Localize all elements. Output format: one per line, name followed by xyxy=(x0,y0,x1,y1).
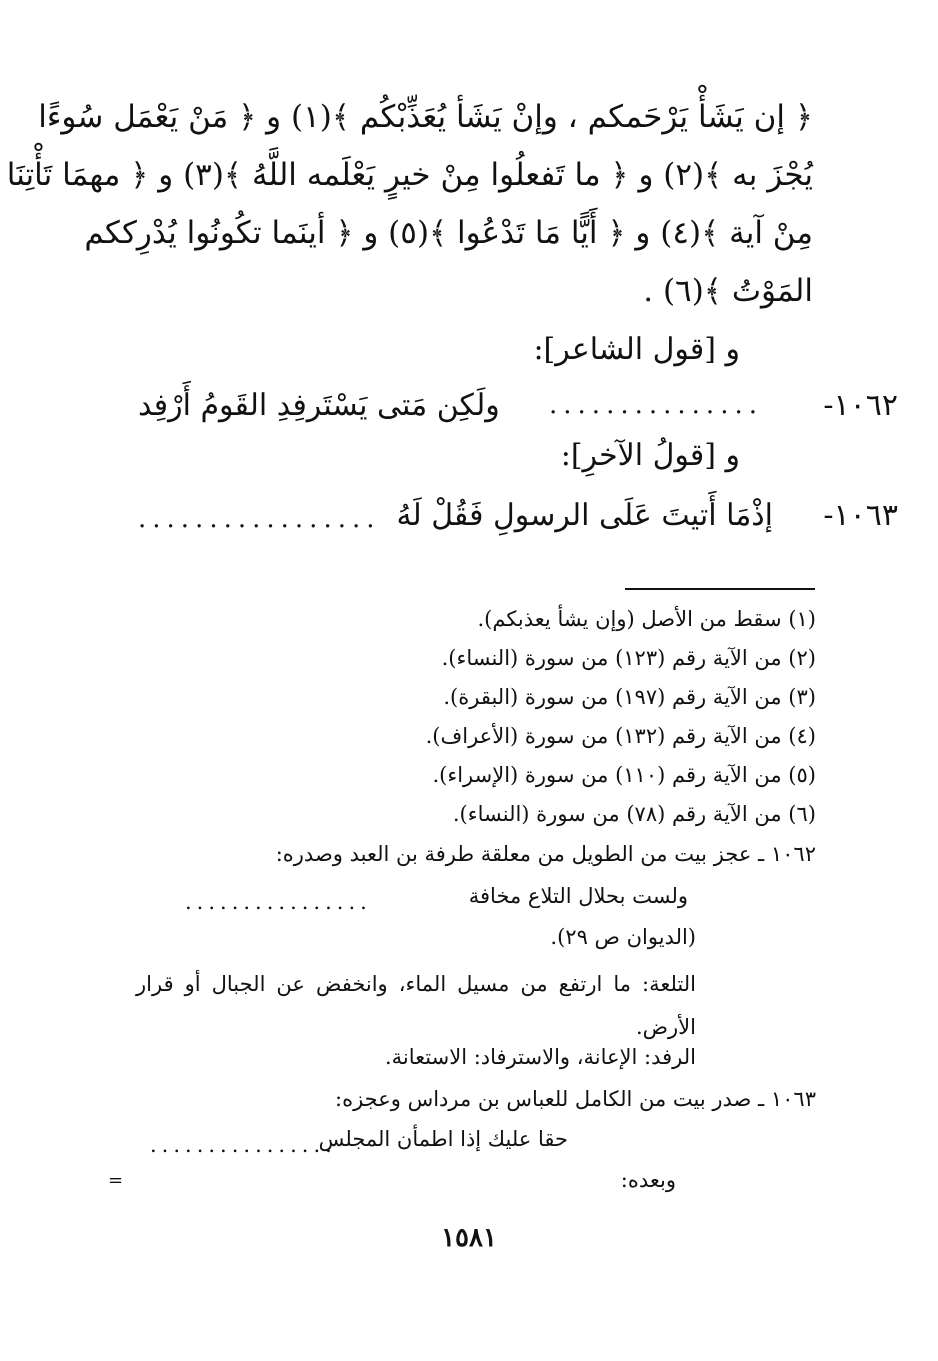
commentary-source: (الديوان ص ٢٩). xyxy=(550,925,696,949)
commentary-1063-heading: ١٠٦٣ ـ صدر بيت من الكامل للعباس بن مرداس وعجزه: xyxy=(335,1087,816,1111)
page-number: ١٥٨١ xyxy=(441,1223,497,1253)
continuation-mark: = xyxy=(108,1170,124,1191)
verse-1062 xyxy=(138,388,898,438)
main-text-line: مِنْ آية ﴾(٤) و ﴿ أَيًّا مَا تَدْعُوا ﴾(٥) و ﴿ أينَما تكُونُوا يُدْرِككم xyxy=(84,215,813,251)
commentary-1062-heading: ١٠٦٢ ـ عجز بيت من الطويل من معلقة طرفة بن العبد وصدره: xyxy=(275,842,816,866)
verse-number: ١٠٦٣- xyxy=(823,498,898,533)
footnote: (٥) من الآية رقم (١١٠) من سورة (الإسراء). xyxy=(432,763,816,787)
footnote: (١) سقط من الأصل (وإن يشأ يعذبكم). xyxy=(477,607,816,631)
footnote: (٣) من الآية رقم (١٩٧) من سورة (البقرة). xyxy=(443,685,816,709)
commentary-gloss: الرفد: الإعانة، والاسترفاد: الاستعانة. xyxy=(385,1045,696,1069)
commentary-quoted-verse: ولست بحلال التلاع مخافة xyxy=(468,884,688,908)
footnote: (٦) من الآية رقم (٧٨) من سورة (النساء). xyxy=(452,802,816,826)
footnote: (٤) من الآية رقم (١٣٢) من سورة (الأعراف). xyxy=(425,724,816,748)
main-text-line: يُجْزَ به ﴾(٢) و ﴿ ما تَفعلُوا مِنْ خيرٍ يَعْلَمه اللَّهُ ﴾(٣) و ﴿ مهمَا تَأْتِنَا xyxy=(6,157,813,193)
main-text xyxy=(6,88,813,320)
footnote: (٢) من الآية رقم (١٢٣) من سورة (النساء). xyxy=(441,646,816,670)
other-poet-label: و [قولُ الآخرِ]: xyxy=(560,438,740,473)
verse-ellipsis: ................. xyxy=(138,504,381,534)
commentary-continuation: وبعده: xyxy=(620,1168,676,1192)
footnote-separator xyxy=(625,588,815,590)
footnotes xyxy=(116,600,816,834)
verse-hemistich: ولَكِن مَتى يَسْتَرفِدِ القَومُ أَرْفِد xyxy=(138,388,500,423)
commentary-ellipsis: ................ xyxy=(185,890,372,914)
verse-1063 xyxy=(138,498,898,548)
verse-number: ١٠٦٢- xyxy=(823,388,898,423)
verse-ellipsis: ............... xyxy=(549,390,763,420)
poet-label: و [قول الشاعر]: xyxy=(533,332,740,367)
commentary-ellipsis: ................ xyxy=(150,1133,337,1157)
verse-hemistich: إذْمَا أَتيتَ عَلَى الرسولِ فَقُلْ لَهُ xyxy=(396,498,773,533)
commentary-gloss: التلعة: ما ارتفع من مسيل الماء، وانخفض عن الجبال أو قرار الأرض. xyxy=(136,972,696,1039)
main-text-line: المَوْتُ ﴾(٦) . xyxy=(643,273,813,309)
commentary-quoted-verse: حقا عليك إذا اطمأن المجلس xyxy=(318,1127,568,1151)
main-text-line: ﴿ إن يَشَأْ يَرْحَمكم ، وإنْ يَشَأ يُعَذِّبْكُم ﴾(١) و ﴿ مَنْ يَعْمَل سُوءًا xyxy=(38,99,813,135)
